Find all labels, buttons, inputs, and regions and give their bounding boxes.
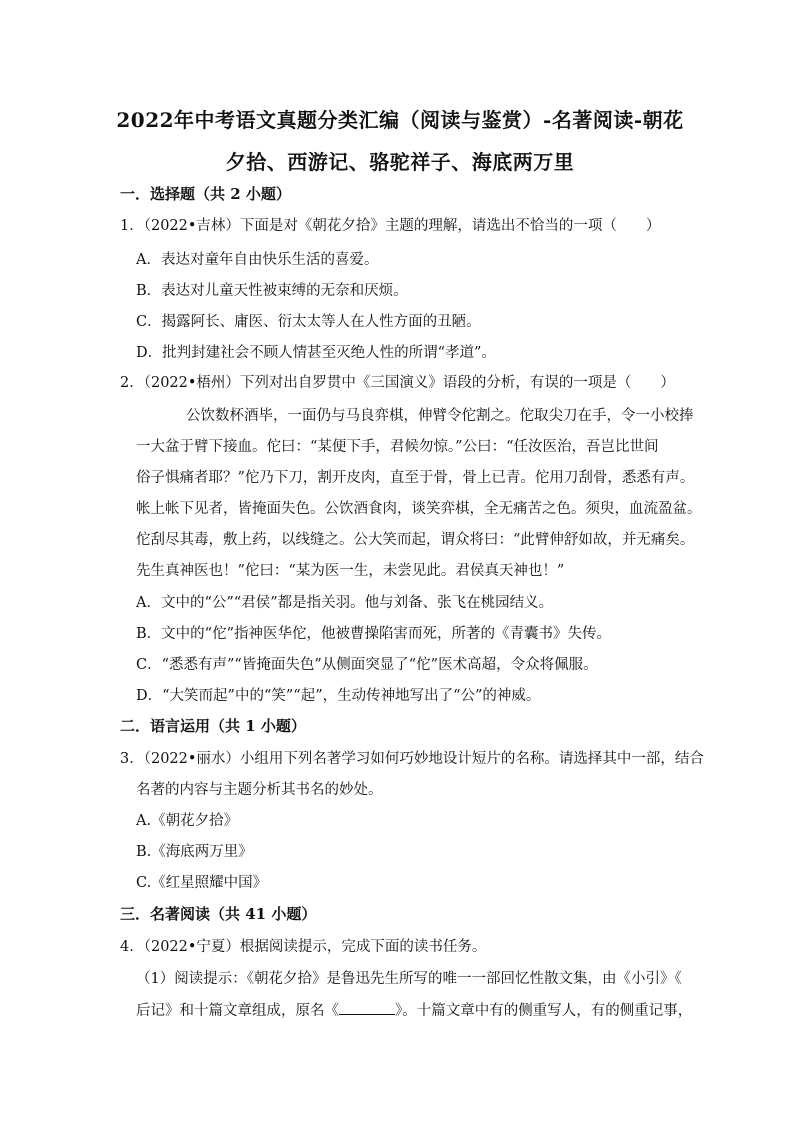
q4-part1-line2-start: 后记》和十篇文章组成，原名《 bbox=[136, 1003, 339, 1019]
section2-heading: 二．语言运用（共 1 小题） bbox=[120, 717, 306, 735]
q2-passage-line4: 帐上帐下见者，皆掩面失色。公饮酒食肉，谈笑弈棋，全无痛苦之色。须臾，血流盈盆。 bbox=[136, 501, 702, 517]
q2-passage-line5: 佗刮尽其毒，敷上药，以线缝之。公大笑而起，谓众将曰：“此臂伸舒如故，并无痛矣。 bbox=[136, 532, 695, 548]
q4-stem: 4．（2022•宁夏）根据阅读提示，完成下面的读书任务。 bbox=[120, 939, 487, 955]
q1-option-c: C．揭露阿长、庸医、衍太太等人在人性方面的丑陋。 bbox=[136, 314, 481, 330]
q4-part1-line2-end: 》。十篇文章中有的侧重写人，有的侧重记事， bbox=[395, 1003, 693, 1019]
q3-stem-line2: 名著的内容与主题分析其书名的妙处。 bbox=[136, 782, 383, 798]
q2-option-c: C．“悉悉有声”“皆掩面失色”从侧面突显了“佗”医术高超，令众将佩服。 bbox=[136, 657, 598, 673]
q2-passage-line1: 公饮数杯酒毕，一面仍与马良弈棋，伸臂令佗割之。佗取尖刀在手，令一小校捧 bbox=[186, 408, 694, 424]
q3-option-b: B.《海底两万里》 bbox=[136, 844, 253, 860]
q2-passage-line6: 先生真神医也！”佗曰：“某为医一生，未尝见此。君侯真天神也！” bbox=[136, 563, 565, 579]
q2-option-a: A．文中的“公”“君侯”都是指关羽。他与刘备、张飞在桃园结义。 bbox=[136, 595, 554, 611]
answer-blank[interactable] bbox=[339, 1000, 395, 1015]
q2-passage-line2: 一大盆于臂下接血。佗曰：“某便下手，君候勿惊。”公曰：“任汝医治，吾岂比世间 bbox=[136, 439, 659, 455]
q3-option-c: C.《红星照耀中国》 bbox=[136, 875, 268, 891]
q2-option-b: B．文中的“佗”指神医华佗，他被曹操陷害而死，所著的《青囊书》失传。 bbox=[136, 626, 611, 642]
q1-stem: 1．（2022•吉林）下面是对《朝花夕拾》主题的理解，请选出不恰当的一项（ ） bbox=[120, 218, 661, 234]
q1-option-a: A．表达对童年自由快乐生活的喜爱。 bbox=[136, 252, 379, 268]
q3-option-a: A.《朝花夕拾》 bbox=[136, 813, 239, 829]
document-title-line1: 2022年中考语文真题分类汇编（阅读与鉴赏）-名著阅读-朝花 bbox=[116, 108, 684, 132]
q4-part1-line1: （1）阅读提示：《朝花夕拾》是鲁迅先生所写的唯一一部回忆性散文集，由《小引》《 bbox=[136, 971, 682, 987]
q2-stem-text: 2．（2022•梧州）下列对出自罗贯中《三国演义》语段的分析，有误的一项是（ ） bbox=[120, 375, 675, 391]
q1-option-b: B．表达对儿童天性被束缚的无奈和厌烦。 bbox=[136, 283, 408, 299]
q3-stem-line1: 3．（2022•丽水）小组用下列名著学习如何巧妙地设计短片的名称。请选择其中一部，结合 bbox=[120, 751, 704, 767]
q2-option-d: D．“大笑而起”中的“笑”“起”，生动传神地写出了“公”的神威。 bbox=[136, 688, 541, 704]
section3-heading: 三．名著阅读（共 41 小题） bbox=[120, 905, 317, 923]
q4-part1-line2 bbox=[136, 1000, 692, 1021]
q1-option-d: D．批判封建社会不顾人情甚至灭绝人性的所谓“孝道”。 bbox=[136, 345, 496, 361]
document-title-line2: 夕拾、西游记、骆驼祥子、海底两万里 bbox=[225, 150, 575, 174]
q2-passage-line3: 俗子惧痛者耶？”佗乃下刀，割开皮肉，直至于骨，骨上已青。佗用刀刮骨，悉悉有声。 bbox=[136, 470, 695, 486]
section1-heading: 一．选择题（共 2 小题） bbox=[120, 185, 291, 203]
